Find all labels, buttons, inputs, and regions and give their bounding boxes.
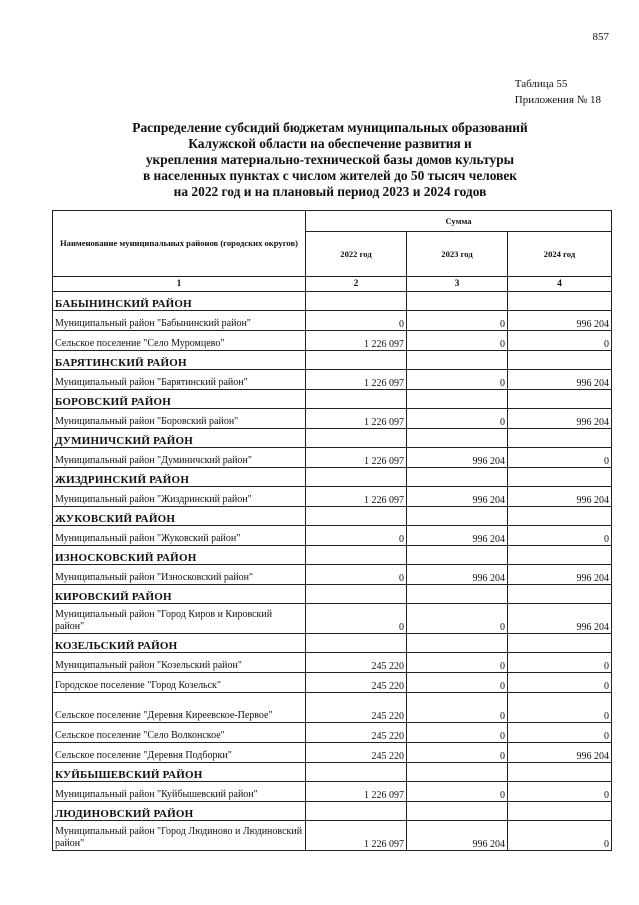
- title-line: укрепления материально-технической базы домов культуры: [145, 152, 515, 167]
- empty-cell: [306, 634, 407, 653]
- empty-cell: [306, 546, 407, 565]
- table-row: [53, 311, 612, 331]
- table-row: [53, 693, 612, 723]
- amount-2024: 0: [508, 693, 612, 723]
- empty-cell: [407, 292, 508, 311]
- municipality-name: Муниципальный район "Думиничский район": [53, 448, 306, 468]
- amount-2023: 0: [407, 653, 508, 673]
- amount-2022: 0: [306, 311, 407, 331]
- amount-2022: 1 226 097: [306, 370, 407, 390]
- empty-cell: [407, 802, 508, 821]
- municipality-name: Городское поселение "Город Козельск": [53, 673, 306, 693]
- amount-2024: 996 204: [508, 604, 612, 634]
- district-name: ИЗНОСКОВСКИЙ РАЙОН: [53, 546, 306, 565]
- table-row: [53, 370, 612, 390]
- empty-cell: [306, 468, 407, 487]
- amount-2023: 0: [407, 673, 508, 693]
- district-name: БАБЫНИНСКИЙ РАЙОН: [53, 292, 306, 311]
- district-row: [53, 763, 612, 782]
- amount-2023: 0: [407, 743, 508, 763]
- amount-2022: 245 220: [306, 653, 407, 673]
- district-row: [53, 292, 612, 311]
- district-name: ЖИЗДРИНСКИЙ РАЙОН: [53, 468, 306, 487]
- district-row: [53, 546, 612, 565]
- amount-2023: 0: [407, 331, 508, 351]
- district-name: БАРЯТИНСКИЙ РАЙОН: [53, 351, 306, 370]
- municipality-name: Муниципальный район "Жиздринский район": [53, 487, 306, 507]
- document-title: [50, 120, 610, 200]
- table-row: [53, 821, 612, 851]
- amount-2022: 0: [306, 526, 407, 546]
- district-name: ДУМИНИЧСКИЙ РАЙОН: [53, 429, 306, 448]
- table-row: [53, 782, 612, 802]
- municipality-name: Муниципальный район "Город Киров и Кировский район": [53, 604, 306, 634]
- column-number: 2: [306, 277, 407, 292]
- amount-2024: 0: [508, 673, 612, 693]
- empty-cell: [508, 292, 612, 311]
- empty-cell: [508, 802, 612, 821]
- municipality-name: Муниципальный район "Козельский район": [53, 653, 306, 673]
- amount-2024: 0: [508, 526, 612, 546]
- amount-2023: 0: [407, 782, 508, 802]
- municipality-name: Сельское поселение "Село Муромцево": [53, 331, 306, 351]
- header-sum: Сумма: [306, 211, 612, 232]
- amount-2024: 996 204: [508, 565, 612, 585]
- column-number: 3: [407, 277, 508, 292]
- empty-cell: [306, 292, 407, 311]
- municipality-name: Муниципальный район "Город Людиново и Людиновский район": [53, 821, 306, 851]
- empty-cell: [508, 546, 612, 565]
- district-row: [53, 634, 612, 653]
- column-number: 4: [508, 277, 612, 292]
- amount-2023: 0: [407, 370, 508, 390]
- title-line: Распределение субсидий бюджетам муниципальных образований: [132, 120, 528, 135]
- district-row: [53, 468, 612, 487]
- amount-2024: 0: [508, 653, 612, 673]
- empty-cell: [306, 351, 407, 370]
- table-header: [53, 211, 612, 292]
- empty-cell: [407, 390, 508, 409]
- district-row: [53, 429, 612, 448]
- empty-cell: [306, 390, 407, 409]
- title-line: на 2022 год и на плановый период 2023 и 2024 годов: [173, 184, 487, 199]
- empty-cell: [407, 585, 508, 604]
- header-year-2022: 2022 год: [306, 232, 407, 277]
- municipality-name: Муниципальный район "Боровский район": [53, 409, 306, 429]
- amount-2022: 1 226 097: [306, 409, 407, 429]
- amount-2022: 1 226 097: [306, 448, 407, 468]
- district-row: [53, 585, 612, 604]
- table-row: [53, 604, 612, 634]
- amount-2023: 0: [407, 311, 508, 331]
- amount-2024: 0: [508, 782, 612, 802]
- table-row: [53, 743, 612, 763]
- municipality-name: Муниципальный район "Жуковский район": [53, 526, 306, 546]
- empty-cell: [407, 468, 508, 487]
- empty-cell: [407, 763, 508, 782]
- table-caption: [515, 76, 601, 108]
- amount-2024: 996 204: [508, 743, 612, 763]
- table-body: [53, 292, 612, 851]
- empty-cell: [508, 351, 612, 370]
- header-year-2023: 2023 год: [407, 232, 508, 277]
- empty-cell: [306, 585, 407, 604]
- amount-2023: 0: [407, 409, 508, 429]
- amount-2022: 1 226 097: [306, 331, 407, 351]
- district-row: [53, 351, 612, 370]
- header-year-2024: 2024 год: [508, 232, 612, 277]
- district-name: ЛЮДИНОВСКИЙ РАЙОН: [53, 802, 306, 821]
- amount-2023: 0: [407, 723, 508, 743]
- amount-2024: 996 204: [508, 487, 612, 507]
- district-row: [53, 802, 612, 821]
- empty-cell: [508, 585, 612, 604]
- amount-2022: 1 226 097: [306, 821, 407, 851]
- amount-2024: 996 204: [508, 311, 612, 331]
- district-name: ЖУКОВСКИЙ РАЙОН: [53, 507, 306, 526]
- district-name: КОЗЕЛЬСКИЙ РАЙОН: [53, 634, 306, 653]
- table-row: [53, 653, 612, 673]
- amount-2022: 245 220: [306, 743, 407, 763]
- table-row: [53, 448, 612, 468]
- empty-cell: [508, 429, 612, 448]
- empty-cell: [508, 468, 612, 487]
- amount-2024: 996 204: [508, 370, 612, 390]
- empty-cell: [407, 634, 508, 653]
- empty-cell: [306, 802, 407, 821]
- appendix-number: Приложения № 18: [514, 94, 601, 106]
- empty-cell: [508, 390, 612, 409]
- amount-2022: 245 220: [306, 693, 407, 723]
- table-row: [53, 673, 612, 693]
- empty-cell: [508, 634, 612, 653]
- district-name: БОРОВСКИЙ РАЙОН: [53, 390, 306, 409]
- amount-2023: 996 204: [407, 487, 508, 507]
- amount-2022: 0: [306, 604, 407, 634]
- amount-2022: 245 220: [306, 673, 407, 693]
- municipality-name: Муниципальный район "Бабынинский район": [53, 311, 306, 331]
- table-row: [53, 409, 612, 429]
- title-line: Калужской области на обеспечение развития и: [188, 136, 472, 151]
- table-row: [53, 331, 612, 351]
- amount-2023: 996 204: [407, 821, 508, 851]
- amount-2022: 0: [306, 565, 407, 585]
- district-row: [53, 390, 612, 409]
- amount-2022: 245 220: [306, 723, 407, 743]
- empty-cell: [407, 546, 508, 565]
- column-number: 1: [53, 277, 306, 292]
- amount-2023: 996 204: [407, 565, 508, 585]
- district-row: [53, 507, 612, 526]
- amount-2022: 1 226 097: [306, 782, 407, 802]
- amount-2024: 0: [508, 723, 612, 743]
- empty-cell: [306, 763, 407, 782]
- municipality-name: Муниципальный район "Барятинский район": [53, 370, 306, 390]
- amount-2022: 1 226 097: [306, 487, 407, 507]
- empty-cell: [508, 507, 612, 526]
- amount-2024: 0: [508, 331, 612, 351]
- table-row: [53, 723, 612, 743]
- empty-cell: [306, 429, 407, 448]
- table-row: [53, 526, 612, 546]
- amount-2023: 0: [407, 693, 508, 723]
- amount-2023: 996 204: [407, 526, 508, 546]
- municipality-name: Муниципальный район "Износковский район": [53, 565, 306, 585]
- empty-cell: [407, 429, 508, 448]
- municipality-name: Сельское поселение "Деревня Киреевское-Первое": [53, 693, 306, 723]
- municipality-name: Сельское поселение "Деревня Подборки": [53, 743, 306, 763]
- empty-cell: [407, 351, 508, 370]
- district-name: КИРОВСКИЙ РАЙОН: [53, 585, 306, 604]
- table-row: [53, 565, 612, 585]
- amount-2023: 0: [407, 604, 508, 634]
- table-row: [53, 487, 612, 507]
- municipality-name: Муниципальный район "Куйбышевский район": [53, 782, 306, 802]
- empty-cell: [407, 507, 508, 526]
- title-line: в населенных пунктах с числом жителей до 50 тысяч человек: [142, 168, 518, 183]
- amount-2024: 996 204: [508, 409, 612, 429]
- header-name-column: Наименование муниципальных районов (городских округов): [53, 211, 306, 277]
- district-name: КУЙБЫШЕВСКИЙ РАЙОН: [53, 763, 306, 782]
- municipality-name: Сельское поселение "Село Волконское": [53, 723, 306, 743]
- amount-2024: 0: [508, 448, 612, 468]
- amount-2023: 996 204: [407, 448, 508, 468]
- amount-2024: 0: [508, 821, 612, 851]
- subsidies-table: [52, 210, 612, 851]
- empty-cell: [306, 507, 407, 526]
- empty-cell: [508, 763, 612, 782]
- table-number: Таблица 55: [514, 78, 568, 90]
- page-number: 857: [592, 31, 609, 43]
